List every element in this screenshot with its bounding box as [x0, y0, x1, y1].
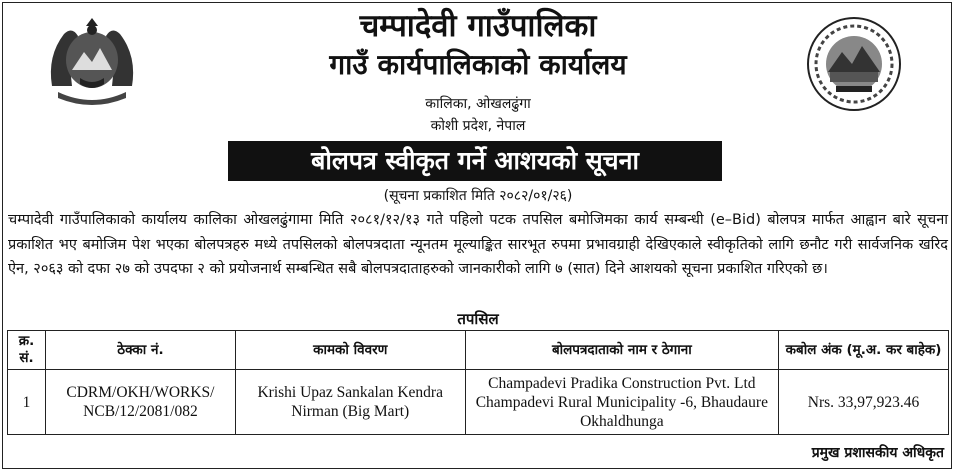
cell-serial-number: 1 [8, 370, 46, 435]
header-work-description: कामको विवरण [235, 331, 465, 370]
header-bid-amount: कबोल अंक (मू.अ. कर बाहेक) [779, 331, 949, 370]
header-contract-number: ठेक्का नं. [45, 331, 235, 370]
notice-body: चम्पादेवी गाउँपालिकाको कार्यालय कालिका ओखलढुंगामा मिति २०८१/१२/१३ गते पहिलो पटक तपसिल बमोजिमका कार्य सम्बन्धी (e–Bid) बोलपत्र मार्फत आह्वान बारे सूचना प्रकाशित भए बमोजिम पेश भएका बोलपत्रहरु मध्ये तपसिलको बोलपत्रदाता न्यूनतम मूल्याङ्कित सारभूत रुपमा प्रभावग्राही देखिएकाले स्वीकृतिको लागि छनौट गरी सार्वजनिक खरिद ऐन, २०६३ को दफा २७ को उपदफा २ को प्रयोजनार्थ सम्बन्धित सबै बोलपत्रदाताहरुको जानकारीको लागि ७ (सात) दिने आशयको सूचना प्रकाशित गरिएको छ। [8, 212, 948, 277]
header-bidder: बोलपत्रदाताको नाम र ठेगाना [465, 331, 779, 370]
municipality-name: चम्पादेवी गाउँपालिका [359, 8, 597, 44]
cell-work-description: Krishi Upaz Sankalan Kendra Nirman (Big Mart) [235, 370, 465, 435]
office-name: गाउँ कार्यपालिकाको कार्यालय [329, 48, 627, 81]
cell-bid-amount: Nrs. 33,97,923.46 [779, 370, 949, 435]
tender-table [7, 330, 949, 435]
schedule-heading: तपसिल [457, 310, 499, 328]
table-header-row [8, 331, 949, 370]
address-line-2: कोशी प्रदेश, नेपाल [430, 118, 526, 134]
signatory-title: प्रमुख प्रशासकीय अधिकृत [811, 445, 944, 461]
cell-contract-number: CDRM/OKH/WORKS/ NCB/12/2081/082 [45, 370, 235, 435]
cell-bidder: Champadevi Pradika Construction Pvt. Ltd Champadevi Rural Municipality -6, Bhaudaure Okhaldhunga [465, 370, 779, 435]
notice-title-banner: बोलपत्र स्वीकृत गर्ने आशयको सूचना [228, 141, 722, 181]
address-line-1: कालिका, ओखलढुंगा [425, 96, 531, 112]
published-date: (सूचना प्रकाशित मिति २०८२/०१/२६) [383, 188, 573, 204]
table-row [8, 370, 949, 435]
header-serial-number: क्र. सं. [8, 331, 46, 370]
